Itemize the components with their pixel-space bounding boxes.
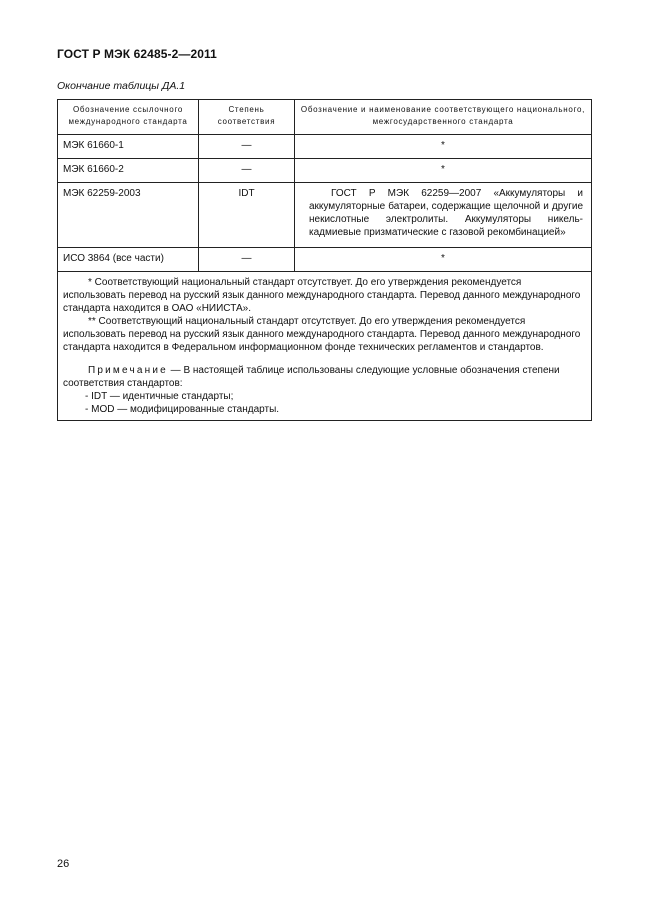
remark-title: Примечание	[88, 365, 168, 376]
notes-cell	[58, 272, 592, 421]
notes-row	[58, 272, 592, 421]
row-national	[295, 183, 592, 248]
table-row	[58, 183, 592, 248]
remark	[63, 364, 586, 390]
row-designation: МЭК 61660-2	[58, 159, 199, 183]
footnote-double-star: ** Соответствующий национальный стандарт отсутствует. До его утверждения рекомендуется использовать перевод на русский язык данного международного стандарта. Перевод данного международного стандарта находится в Федеральном информационном фонде технических регламентов и стандартов.	[63, 316, 581, 353]
row-designation: МЭК 62259-2003	[58, 183, 199, 248]
list-item: - IDT — идентичные стандарты;	[85, 391, 234, 402]
header-national: Обозначение и наименование соответствующего национального, межгосударственного стандарта	[295, 100, 592, 135]
row-national-text: ГОСТ Р МЭК 62259—2007 «Аккумуляторы и аккумуляторные батареи, содержащие щелочной и другие некислотные электролиты. Аккумуляторы никель-кадмиевые призматические с газовой рекомбинацией»	[309, 188, 583, 238]
table-row	[58, 248, 592, 272]
table-header-row	[58, 100, 592, 135]
row-national: *	[295, 248, 592, 272]
remark-text: — В настоящей таблице использованы следующие условные обозначения степени соответствия стандартов:	[63, 365, 560, 389]
standards-table	[57, 99, 592, 421]
row-degree: IDT	[199, 183, 295, 248]
row-designation: ИСО 3864 (все части)	[58, 248, 199, 272]
table-caption: Окончание таблицы ДА.1	[57, 80, 186, 92]
row-degree: —	[199, 248, 295, 272]
header-designation: Обозначение ссылочного международного стандарта	[58, 100, 199, 135]
list-item: - MOD — модифицированные стандарты.	[85, 404, 280, 415]
row-national: *	[295, 159, 592, 183]
row-degree: —	[199, 159, 295, 183]
row-designation: МЭК 61660-1	[58, 135, 199, 159]
table-row	[58, 135, 592, 159]
footnote-single-star: * Соответствующий национальный стандарт отсутствует. До его утверждения рекомендуется использовать перевод на русский язык данного международного стандарта. Перевод данного международного стандарта находится в ОАО «НИИСТА».	[63, 277, 581, 314]
row-national: *	[295, 135, 592, 159]
row-degree: —	[199, 135, 295, 159]
table-row	[58, 159, 592, 183]
remark-list	[63, 390, 586, 416]
header-degree: Степень соответствия	[199, 100, 295, 135]
document-code: ГОСТ Р МЭК 62485-2—2011	[57, 47, 217, 61]
page-number: 26	[57, 858, 70, 870]
